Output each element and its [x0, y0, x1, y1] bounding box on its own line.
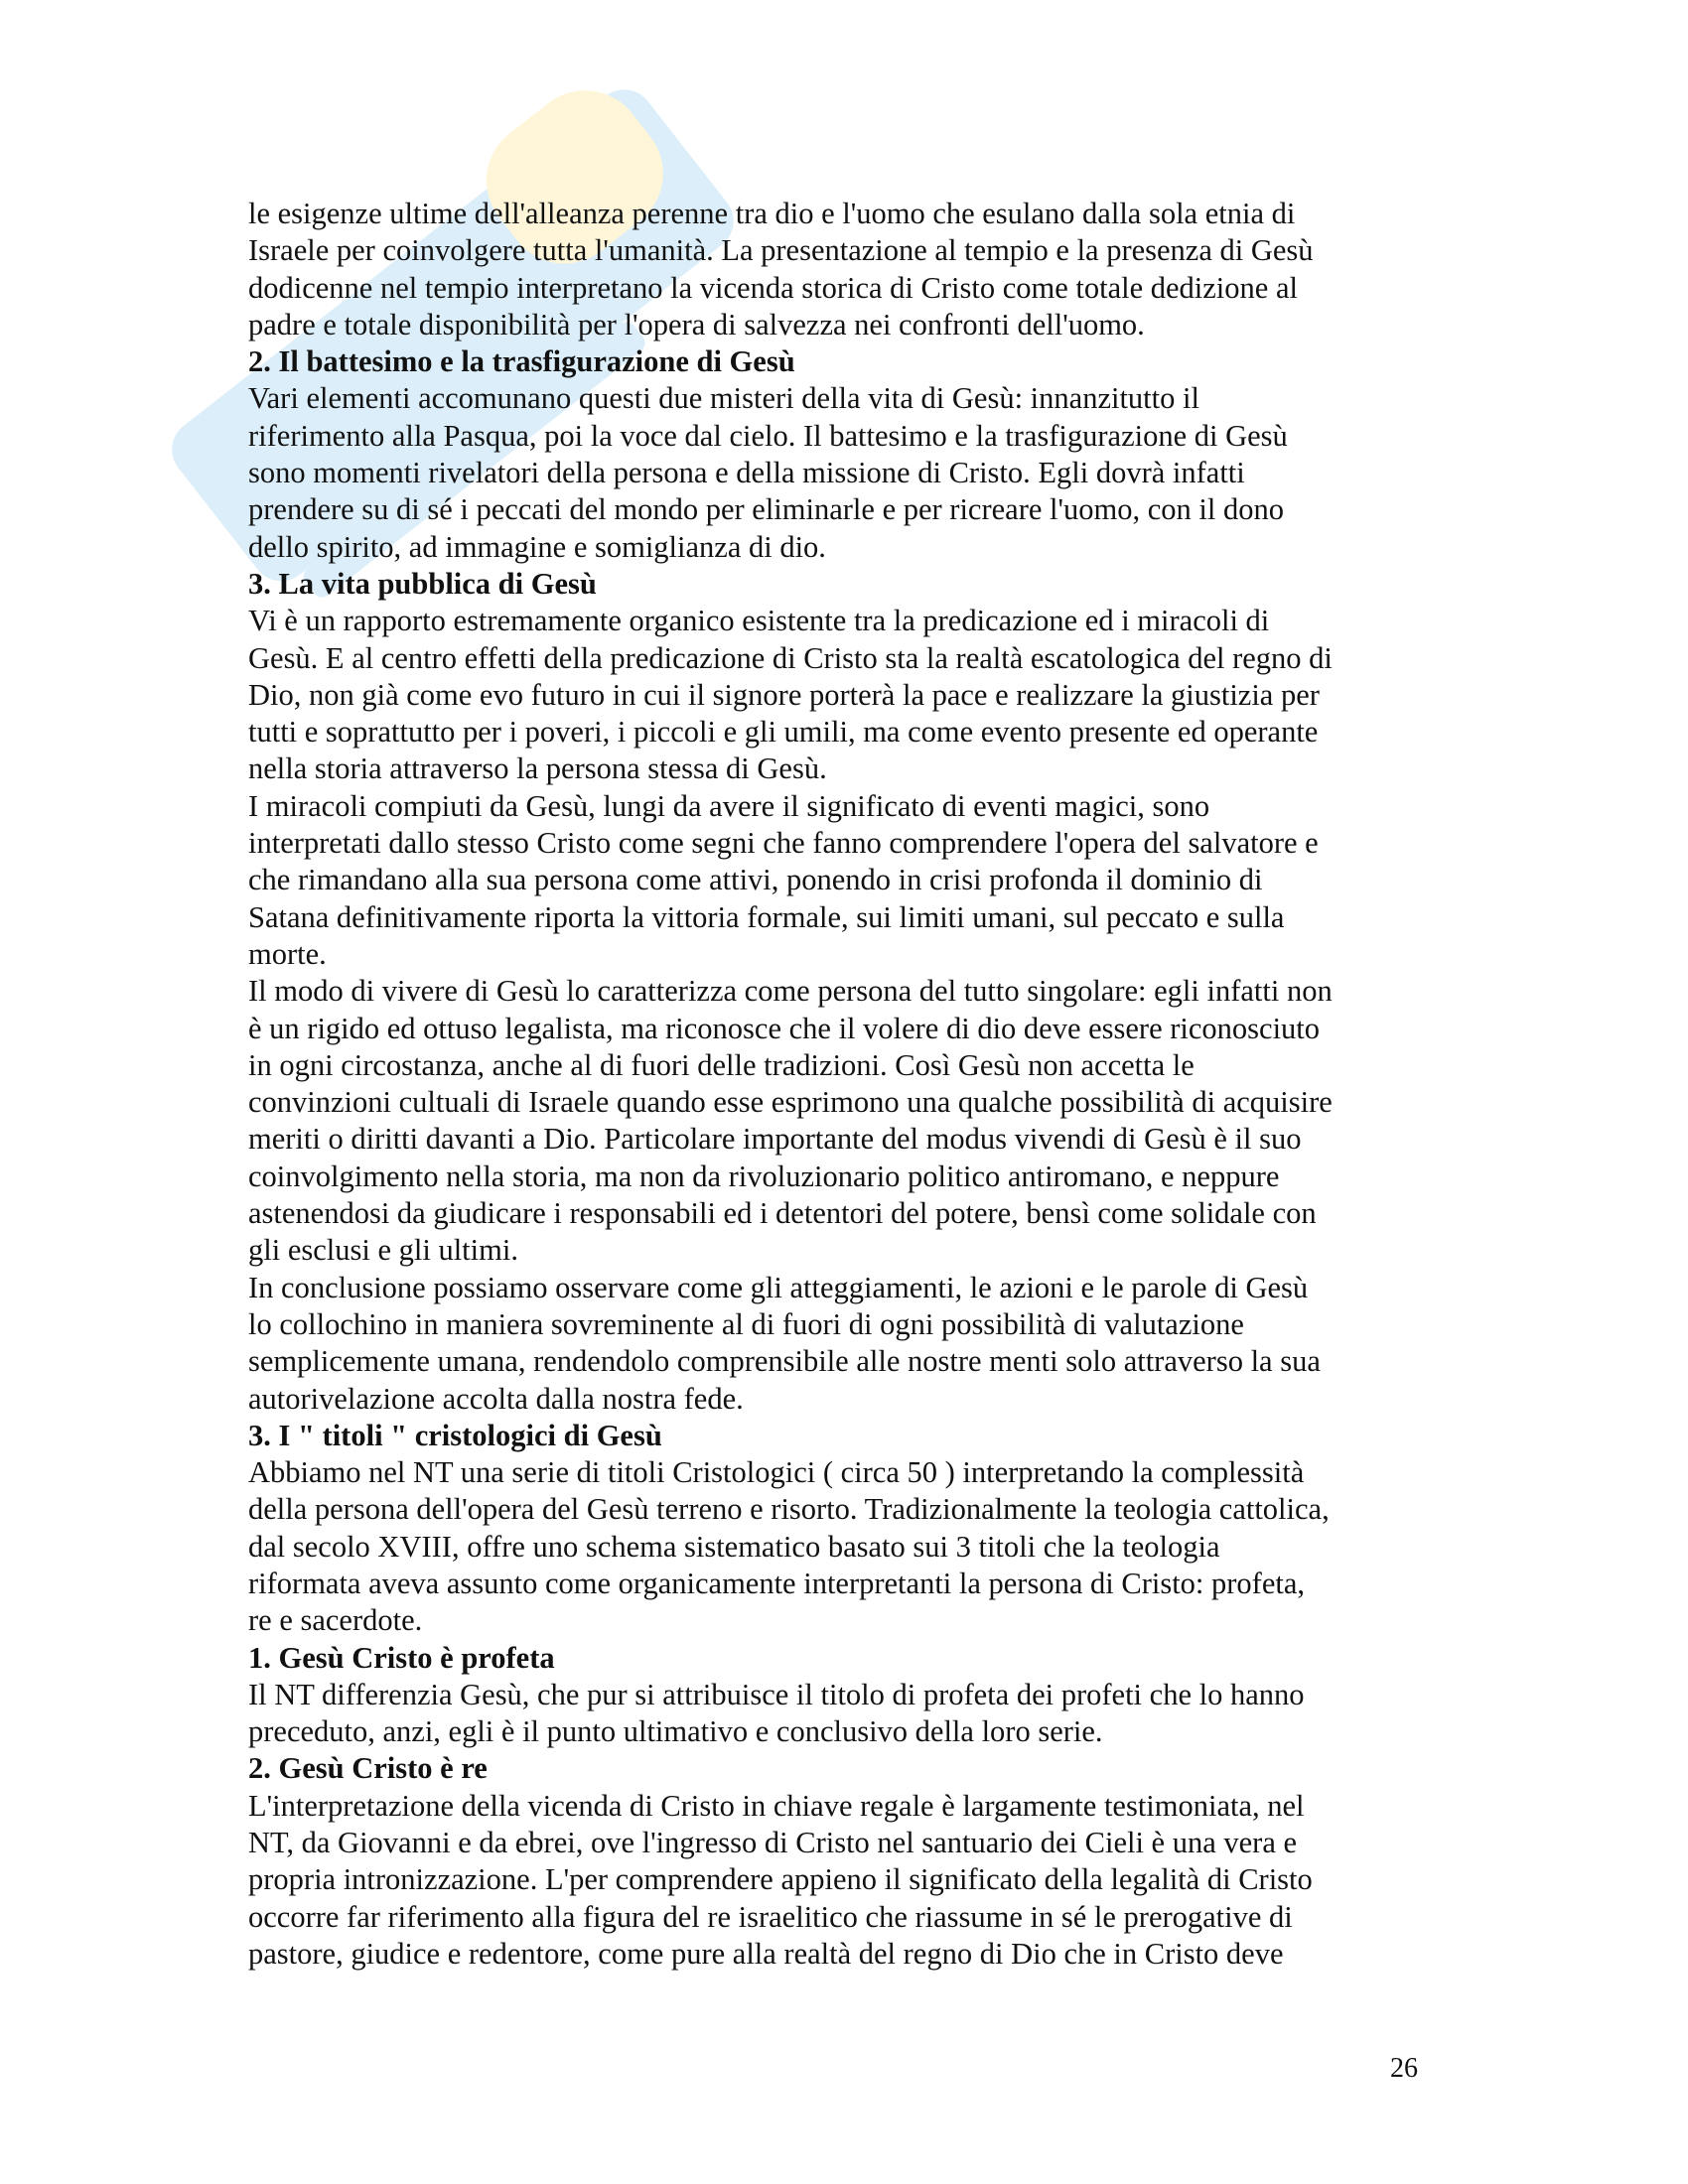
text-line: L'interpretazione della vicenda di Cristo in chiave regale è largamente testimoniata, nel [248, 1788, 1305, 1823]
paragraph-intro [248, 196, 1440, 343]
text-line: padre e totale disponibilità per l'opera di salvezza nei confronti dell'uomo. [248, 307, 1145, 341]
text-line: lo collochino in maniera sovreminente al di fuori di ogni possibilità di valutazione [248, 1306, 1244, 1341]
text-line: Vari elementi accomunano questi due misteri della vita di Gesù: innanzitutto il [248, 381, 1199, 416]
text-line: è un rigido ed ottuso legalista, ma riconosce che il volere di dio deve essere riconosciuto [248, 1011, 1321, 1045]
document-body [248, 196, 1440, 1973]
text-line: re e sacerdote. [248, 1603, 423, 1638]
text-line: gli esclusi e gli ultimi. [248, 1233, 518, 1268]
text-line: Abbiamo nel NT una serie di titoli Cristologici ( circa 50 ) interpretando la complessità [248, 1455, 1305, 1490]
paragraph-predicazione-miracoli [248, 603, 1440, 787]
text-line: in ogni circostanza, anche al di fuori delle tradizioni. Così Gesù non accetta le [248, 1047, 1195, 1082]
text-line: dal secolo XVIII, offre uno schema sistematico basato sui 3 titoli che la teologia [248, 1529, 1220, 1564]
heading-cristo-re: 2. Gesù Cristo è re [248, 1751, 488, 1786]
text-line: coinvolgimento nella storia, ma non da rivoluzionario politico antiromano, e neppure [248, 1159, 1280, 1193]
text-line: convinzioni cultuali di Israele quando esse esprimono una qualche possibilità di acquisire [248, 1085, 1333, 1120]
text-line: Il NT differenzia Gesù, che pur si attribuisce il titolo di profeta dei profeti che lo hanno [248, 1677, 1305, 1711]
text-line: semplicemente umana, rendendolo comprensibile alle nostre menti solo attraverso la sua [248, 1344, 1321, 1379]
text-line: tutti e soprattutto per i poveri, i piccoli e gli umili, ma come evento presente ed operante [248, 715, 1319, 750]
heading-vita-pubblica: 3. La vita pubblica di Gesù [248, 566, 597, 601]
text-line: pastore, giudice e redentore, come pure alla realtà del regno di Dio che in Cristo deve [248, 1936, 1284, 1971]
paragraph-profeta [248, 1677, 1440, 1751]
text-line: dodicenne nel tempio interpretano la vicenda storica di Cristo come totale dedizione al [248, 270, 1298, 305]
text-line: Satana definitivamente riporta la vittoria formale, sui limiti umani, sul peccato e sulla [248, 899, 1285, 934]
text-line: occorre far riferimento alla figura del re israelitico che riassume in sé le prerogative di [248, 1899, 1293, 1934]
heading-battesimo-trasfigurazione: 2. Il battesimo e la trasfigurazione di Gesù [248, 344, 795, 379]
text-line: Vi è un rapporto estremamente organico esistente tra la predicazione ed i miracoli di [248, 604, 1270, 638]
text-line: le esigenze ultime dell'alleanza perenne tra dio e l'uomo che esulano dalla sola etnia di [248, 197, 1296, 230]
text-line: che rimandano alla sua persona come attivi, ponendo in crisi profonda il dominio di [248, 863, 1263, 897]
text-line: preceduto, anzi, egli è il punto ultimativo e conclusivo della loro serie. [248, 1714, 1103, 1749]
text-line: meriti o diritti davanti a Dio. Particolare importante del modus vivendi di Gesù è il suo [248, 1122, 1302, 1157]
paragraph-modo-di-vivere [248, 973, 1440, 1269]
heading-titoli-cristologici: 3. I " titoli " cristologici di Gesù [248, 1418, 662, 1452]
text-line: riferimento alla Pasqua, poi la voce dal cielo. Il battesimo e la trasfigurazione di Gesù [248, 418, 1288, 453]
paragraph-re [248, 1788, 1440, 1973]
text-line: sono momenti rivelatori della persona e della missione di Cristo. Egli dovrà infatti [248, 456, 1245, 490]
text-line: autorivelazione accolta dalla nostra fede. [248, 1381, 744, 1416]
text-line: prendere su di sé i peccati del mondo per eliminarle e per ricreare l'uomo, con il dono [248, 492, 1284, 527]
paragraph-conclusione [248, 1270, 1440, 1418]
text-line: morte. [248, 936, 327, 971]
text-line: I miracoli compiuti da Gesù, lungi da avere il significato di eventi magici, sono [248, 788, 1210, 823]
text-line: interpretati dallo stesso Cristo come segni che fanno comprendere l'opera del salvatore e [248, 826, 1319, 861]
page-number: 26 [1390, 2053, 1418, 2084]
paragraph-miracoli [248, 788, 1440, 973]
text-line: dello spirito, ad immagine e somiglianza di dio. [248, 529, 826, 564]
paragraph-titoli [248, 1454, 1440, 1639]
text-line: Il modo di vivere di Gesù lo caratterizza come persona del tutto singolare: egli infatti non [248, 974, 1333, 1009]
paragraph-battesimo [248, 380, 1440, 565]
text-line: Israele per coinvolgere tutta l'umanità. La presentazione al tempio e la presenza di Gesù [248, 233, 1314, 268]
text-line: propria intronizzazione. L'per comprendere appieno il significato della legalità di Cristo [248, 1862, 1313, 1897]
text-line: In conclusione possiamo osservare come gli atteggiamenti, le azioni e le parole di Gesù [248, 1270, 1309, 1304]
text-line: della persona dell'opera del Gesù terreno e risorto. Tradizionalmente la teologia cattolica, [248, 1492, 1330, 1527]
text-line: nella storia attraverso la persona stessa di Gesù. [248, 751, 827, 786]
text-line: NT, da Giovanni e da ebrei, ove l'ingresso di Cristo nel santuario dei Cieli è una vera e [248, 1826, 1298, 1860]
text-line: astenendosi da giudicare i responsabili ed i detentori del potere, bensì come solidale con [248, 1196, 1317, 1231]
text-line: Dio, non già come evo futuro in cui il signore porterà la pace e realizzare la giustizia per [248, 677, 1320, 712]
heading-cristo-profeta: 1. Gesù Cristo è profeta [248, 1640, 555, 1675]
text-line: riformata aveva assunto come organicamente interpretanti la persona di Cristo: profeta, [248, 1566, 1306, 1600]
text-line: Gesù. E al centro effetti della predicazione di Cristo sta la realtà escatologica del regno di [248, 640, 1333, 675]
